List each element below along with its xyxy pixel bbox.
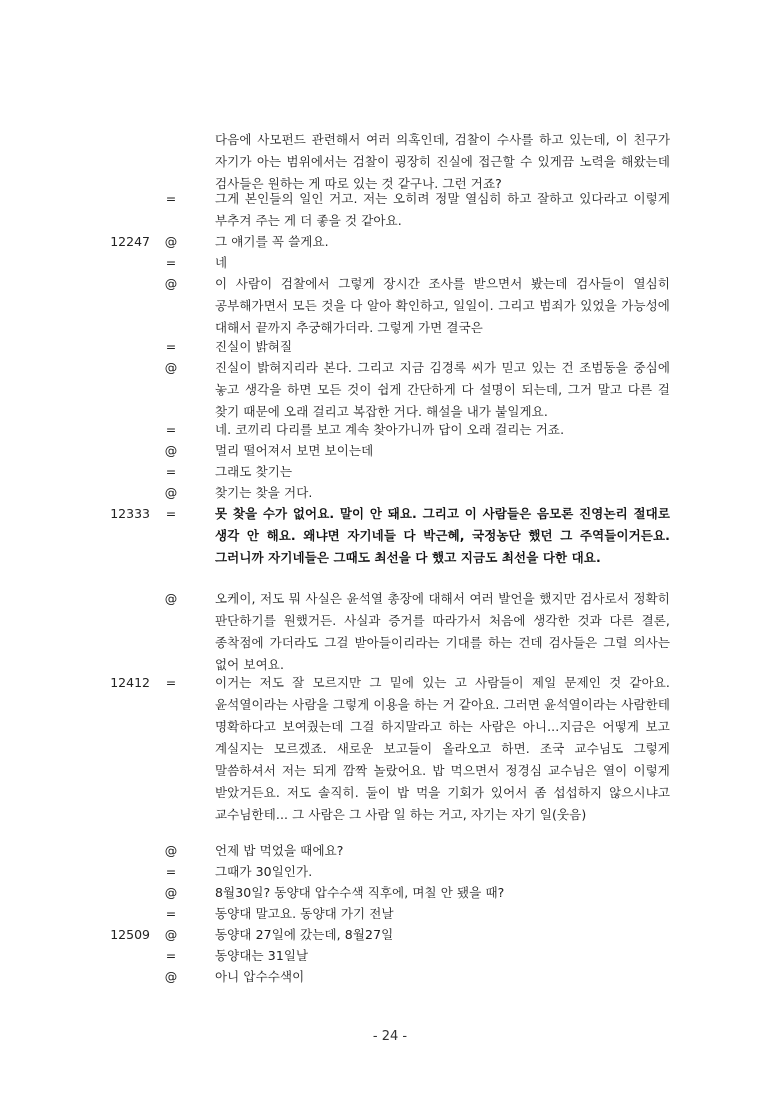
speaker-mark: @	[164, 885, 178, 900]
utterance-text: 다음에 사모펀드 관련해서 여러 의혹인데, 검찰이 수사를 하고 있는데, 이 친구가 자기가 아는 범위에서는 검찰이 굉장히 진실에 접근할 수 있게끔 노력을 해왔는데 검사들은 원하는 게 따로 있는 것 같구나. 그런 거죠?	[215, 132, 670, 191]
utterance-text: 그래도 찾기는	[215, 464, 293, 479]
transcript-row	[0, 440, 780, 462]
utterance-text: 아니 압수수색이	[215, 969, 305, 984]
speaker-mark: =	[165, 906, 177, 921]
transcript-row	[0, 357, 780, 423]
utterance-text: 그때가 30일인가.	[215, 864, 313, 879]
transcript-row	[0, 231, 780, 253]
transcript-row	[0, 840, 780, 862]
transcript-row	[0, 966, 780, 988]
transcript-row	[0, 924, 780, 946]
transcript-row	[0, 672, 780, 848]
speaker-mark: @	[164, 485, 178, 500]
transcript-row	[0, 945, 780, 967]
speaker-mark: @	[164, 234, 178, 249]
utterance-text: 네. 코끼리 다리를 보고 계속 찾아가니까 답이 오래 걸리는 거죠.	[215, 422, 565, 437]
speaker-mark: =	[165, 339, 177, 354]
utterance-text: 못 찾을 수가 없어요. 말이 안 돼요. 그리고 이 사람들은 음모론 진영논리 절대로 생각 안 해요. 왜냐면 자기네들 다 박근혜, 국정농단 했던 그 주역들이거든요. 그러니까 자기네들은 그때도 최선을 다 했고 지금도 최선을 다한 대요.	[215, 506, 670, 565]
transcript-row	[0, 252, 780, 274]
utterance-text: 동양대 말고요. 동양대 가기 전날	[215, 906, 394, 921]
transcript-row	[0, 129, 780, 195]
speaker-mark: @	[164, 360, 178, 375]
line-number: 12509	[110, 927, 150, 942]
speaker-mark: =	[165, 464, 177, 479]
speaker-mark: =	[165, 948, 177, 963]
utterance-text: 네	[215, 255, 228, 270]
line-number: 12247	[110, 234, 150, 249]
speaker-mark: @	[164, 443, 178, 458]
utterance-text: 이 사람이 검찰에서 그렇게 장시간 조사를 받으면서 봤는데 검사들이 열심히 공부해가면서 모든 것을 다 알아 확인하고, 일일이. 그리고 범죄가 있었을 가능성에 대해서 끝까지 추궁해가더라. 그렇게 가면 결국은	[215, 276, 670, 335]
utterance-text: 언제 밥 먹었을 때에요?	[215, 843, 344, 858]
transcript-row	[0, 336, 780, 358]
speaker-mark: =	[165, 255, 177, 270]
transcript-row	[0, 882, 780, 904]
transcript-row	[0, 188, 780, 232]
transcript-row	[0, 482, 780, 504]
transcript-row	[0, 461, 780, 483]
transcript-row	[0, 903, 780, 925]
utterance-text: 그 얘기를 꼭 쓸게요.	[215, 234, 329, 249]
utterance-text: 오케이, 저도 뭐 사실은 윤석열 총장에 대해서 여러 발언을 했지만 검사로서 정확히 판단하기를 원했거든. 사실과 증거를 따라가서 처음에 생각한 것과 다른 결론, 종착점에 가더라도 그걸 받아들이리라는 기대를 하는 건데 검사들은 그럴 의사는 없어 보여요.	[215, 591, 670, 672]
line-number: 12412	[110, 675, 150, 690]
speaker-mark: @	[164, 591, 178, 606]
utterance-text: 8월30일? 동양대 압수수색 직후에, 며칠 안 됐을 때?	[215, 885, 505, 900]
page-number: - 24 -	[372, 1029, 408, 1044]
speaker-mark: =	[165, 675, 177, 690]
utterance-text: 그게 본인들의 일인 거고. 저는 오히려 정말 열심히 하고 잘하고 있다라고 이렇게 부추겨 주는 게 더 좋을 것 같아요.	[215, 191, 670, 228]
speaker-mark: =	[165, 191, 177, 206]
utterance-text: 동양대는 31일날	[215, 948, 309, 963]
utterance-text: 진실이 밝혀지리라 본다. 그리고 지금 김경록 씨가 믿고 있는 건 조범동을 중심에 놓고 생각을 하면 모든 것이 쉽게 간단하게 다 설명이 되는데, 그거 말고 다른 걸 찾기 때문에 오래 걸리고 복잡한 거다. 해설을 내가 붙일게요.	[215, 360, 670, 419]
speaker-mark: =	[165, 864, 177, 879]
utterance-text: 진실이 밝혀질	[215, 339, 293, 354]
transcript-row	[0, 273, 780, 339]
utterance-text: 찾기는 찾을 거다.	[215, 485, 313, 500]
speaker-mark: @	[164, 276, 178, 291]
line-number: 12333	[110, 506, 150, 521]
transcript-row	[0, 861, 780, 883]
speaker-mark: @	[164, 969, 178, 984]
speaker-mark: =	[165, 422, 177, 437]
transcript-row	[0, 419, 780, 441]
utterance-text: 멀리 떨어져서 보면 보이는데	[215, 443, 374, 458]
speaker-mark: @	[164, 927, 178, 942]
utterance-text: 이거는 저도 잘 모르지만 그 밑에 있는 고 사람들이 제일 문제인 것 같아요. 윤석열이라는 사람을 그렇게 이용을 하는 거 같아요. 그러면 윤석열이라는 사람한테 명확하다고 보여줬는데 그걸 하지말라고 하는 사람은 아니...지금은 어떻게 보고 계실지는 모르겠죠. 새로운 보고들이 올라오고 하면. 조국 교수님도 그렇게 말씀하셔서 저는 되게 깜짝 놀랐어요. 밥 먹으면서 정경심 교수님은 열이 이렇게 받았거든요. 저도 솔직히. 둘이 밥 먹을 기회가 있어서 좀 섭섭하지 않으시냐고 교수님한테... 그 사람은 그 사람 일 하는 거고, 자기는 자기 일(웃음)	[215, 675, 670, 822]
transcript-row	[0, 503, 780, 591]
speaker-mark: @	[164, 843, 178, 858]
utterance-text: 동양대 27일에 갔는데, 8월27일	[215, 927, 394, 942]
speaker-mark: =	[165, 506, 177, 521]
transcript-row	[0, 588, 780, 676]
